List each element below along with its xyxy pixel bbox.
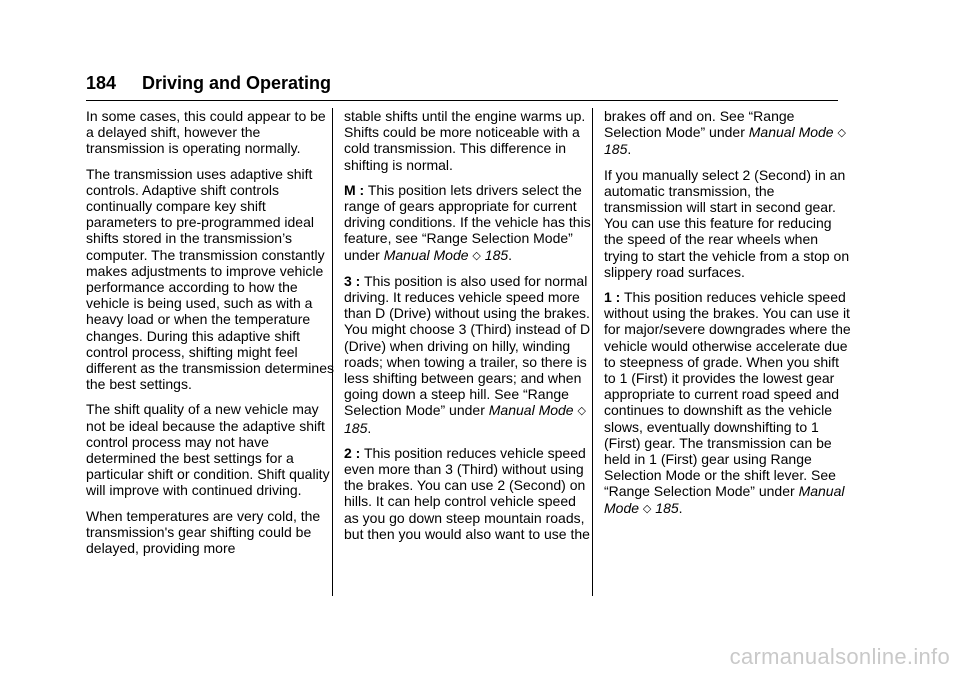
xref-link[interactable]: Manual Mode — [748, 124, 834, 141]
page-reference-icon: ◇ — [472, 249, 481, 262]
paragraph-m-position: M : This position lets drivers select the range of gears appropriate for current driving conditions. If the vehicle has this feature, see “Range Selection Mode” under Manual Mode ◇ 185. — [344, 181, 591, 263]
text-column-2 — [344, 108, 594, 551]
xref-page[interactable]: 185 — [655, 499, 679, 516]
paragraph-text: brakes off and on. See “Range Selection Mode” under — [604, 108, 795, 141]
xref-link[interactable]: Manual Mode — [488, 402, 574, 419]
term-text: This position lets drivers select the range of gears appropriate for current driving conditions. If the vehicle has this feature, see “Range Selection Mode” under — [344, 181, 591, 263]
paragraph: brakes off and on. See “Range Selection Mode” under Manual Mode ◇ 185. — [604, 108, 846, 158]
term-1: 1 : — [604, 289, 621, 306]
text-column-3 — [604, 108, 854, 526]
term-m: M : — [344, 181, 365, 198]
xref-link[interactable]: Manual Mode — [604, 483, 845, 516]
xref-page[interactable]: 185 — [604, 141, 628, 158]
paragraph: stable shifts until the engine warms up. Shifts could be more noticeable with a cold transmission. This difference in shifting is normal. — [344, 108, 586, 173]
term-text: This position reduces vehicle speed even more than 3 (Third) without using the brakes. You can use 2 (Second) on hills. It can help control vehicle speed as you go down steep mountain roads, but then you would also want to use the — [344, 444, 590, 542]
page-header — [86, 70, 838, 101]
paragraph-2-position — [344, 445, 594, 542]
paragraph: When temperatures are very cold, the transmission's gear shifting could be delayed, providing more — [86, 507, 321, 557]
section-title: Driving and Operating — [142, 73, 332, 93]
page-reference-icon: ◇ — [837, 127, 846, 140]
term-text: This position is also used for normal driving. It reduces vehicle speed more than D (Drive) without using the brakes. You might choose 3 (Third) instead of D (Drive) when driving on hilly, winding roads; when towing a trailer, so there is less shifting between gears; and when going down a steep hill. See “Range Selection Mode” under — [344, 272, 591, 419]
paragraph: In some cases, this could appear to be a delayed shift, however the transmission is operating normally. — [86, 108, 326, 157]
xref-page[interactable]: 185 — [484, 246, 509, 263]
watermark: carmanualsonline.info — [729, 644, 950, 669]
xref-link[interactable]: Manual Mode — [383, 246, 469, 263]
term-2: 2 : — [344, 444, 361, 461]
page-reference-icon: ◇ — [577, 405, 586, 418]
paragraph: The transmission uses adaptive shift controls. Adaptive shift controls continually compare key shift parameters to pre-programmed ideal shifts stored in the transmission’s computer. The transmission constantly makes adjustments to improve vehicle performance according to how the vehicle is being used, such as with a heavy load or when the temperature changes. During this adaptive shift control process, shifting might feel different as the transmission determines the best settings. — [86, 165, 334, 393]
text-column-1 — [86, 108, 336, 565]
paragraph-1-position: 1 : This position reduces vehicle speed without using the brakes. You can use it for major/severe downgrades where the vehicle would otherwise accelerate due to steepness of grade. When you shift to 1 (First) it provides the lowest gear appropriate to current road speed and continues to downshift as the vehicle slows, eventually downshifting to 1 (First) gear. The transmission can be held in 1 (First) gear using Range Selection Mode or the shift lever. See “Range Selection Mode” under Manual Mode ◇ 185. — [604, 289, 851, 516]
term-3: 3 : — [344, 272, 361, 289]
paragraph: The shift quality of a new vehicle may not be ideal because the adaptive shift control process may not have determined the best settings for a particular shift or condition. Shift quality will improve with continued driving. — [86, 401, 330, 499]
page-number: 184 — [86, 73, 117, 93]
paragraph: If you manually select 2 (Second) in an automatic transmission, the transmission will start in second gear. You can use this feature for reducing the speed of the rear wheels when trying to start the vehicle from a stop on slippery road surfaces. — [604, 166, 850, 280]
term-text: This position reduces vehicle speed without using the brakes. You can use it for major/severe downgrades where the vehicle would otherwise accelerate due to steepness of grade. When you shift to 1 (First) it provides the lowest gear appropriate to current road speed and continues to downshift as the vehicle slows, eventually downshifting to 1 (First) gear. The transmission can be held in 1 (First) gear using Range Selection Mode or the shift lever. See “Range Selection Mode” under — [604, 289, 851, 500]
paragraph-3-position: 3 : This position is also used for normal driving. It reduces vehicle speed more than D (Drive) without using the brakes. You might choose 3 (Third) instead of D (Drive) when driving on hilly, winding roads; when towing a trailer, so there is less shifting between gears; and when going down a steep hill. See “Range Selection Mode” under Manual Mode ◇ 185. — [344, 272, 591, 436]
page-reference-icon: ◇ — [642, 502, 652, 515]
xref-page[interactable]: 185 — [344, 419, 368, 436]
